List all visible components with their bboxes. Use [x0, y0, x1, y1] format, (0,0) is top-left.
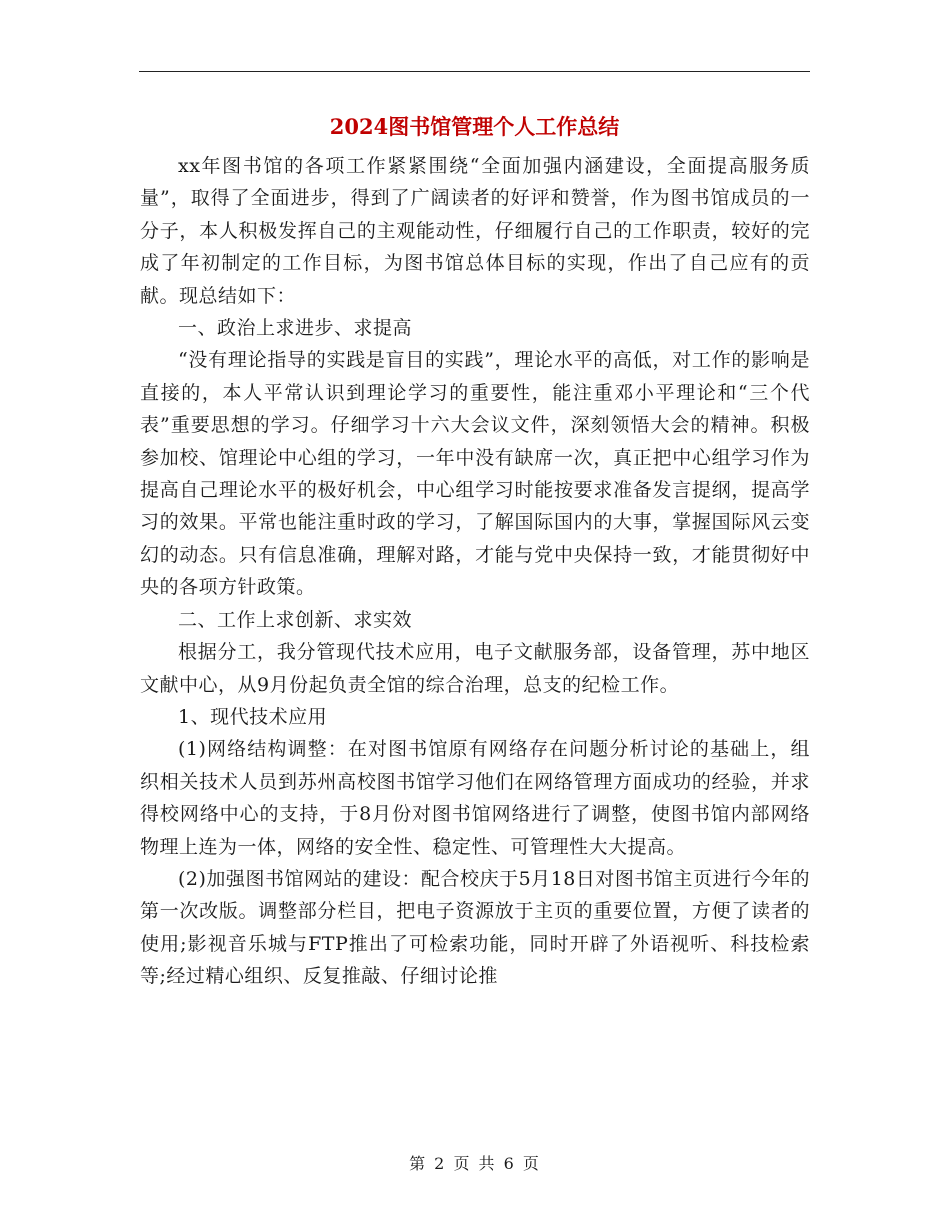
subsection-heading-modern-tech: 1、现代技术应用 [178, 705, 328, 728]
document-body [140, 150, 810, 993]
paragraph-network-adjustment: (1)网络结构调整：在对图书馆原有网络存在问题分析讨论的基础上，组织相关技术人员到苏州高校图书馆学习他们在网络管理方面成功的经验，并求得校网络中心的支持，于8月份对图书馆网络进行了调整，使图书馆内部网络物理上连为一体，网络的安全性、稳定性、可管理性大大提高。 [140, 738, 810, 858]
section-heading-work: 二、工作上求创新、求实效 [178, 608, 413, 631]
page-footer: 第 2 页 共 6 页 [409, 1154, 541, 1173]
section-heading-politics: 一、政治上求进步、求提高 [178, 317, 413, 340]
paragraph-division-of-work: 根据分工，我分管现代技术应用，电子文献服务部，设备管理，苏中地区文献中心，从9月份起负责全馆的综合治理，总支的纪检工作。 [140, 641, 810, 696]
paragraph-website-construction: (2)加强图书馆网站的建设：配合校庆于5月18日对图书馆主页进行今年的第一次改版。调整部分栏目，把电子资源放于主页的重要位置，方便了读者的使用;影视音乐城与FTP推出了可检索功能，同时开辟了外语视听、科技检索等;经过精心组织、反复推敲、仔细讨论推 [140, 867, 810, 988]
paragraph-intro: xx年图书馆的各项工作紧紧围绕“全面加强内涵建设，全面提高服务质量”，取得了全面进步，得到了广阔读者的好评和赞誉，作为图书馆成员的一分子，本人积极发挥自己的主观能动性，仔细履行自己的工作职责，较好的完成了年初制定的工作目标，为图书馆总体目标的实现，作出了自己应有的贡献。现总结如下： [140, 155, 810, 307]
header-rule [139, 71, 810, 72]
paragraph-theory-study: “没有理论指导的实践是盲目的实践”，理论水平的高低，对工作的影响是直接的，本人平常认识到理论学习的重要性，能注重邓小平理论和“三个代表”重要思想的学习。仔细学习十六大会议文件，深刻领悟大会的精神。积极参加校、馆理论中心组的学习，一年中没有缺席一次，真正把中心组学习作为提高自己理论水平的极好机会，中心组学习时能按要求准备发言提纲，提高学习的效果。平常也能注重时政的学习，了解国际国内的大事，掌握国际风云变幻的动态。只有信息准确，理解对路，才能与党中央保持一致，才能贯彻好中央的各项方针政策。 [140, 349, 810, 599]
document-title: 2024图书馆管理个人工作总结 [329, 114, 620, 139]
